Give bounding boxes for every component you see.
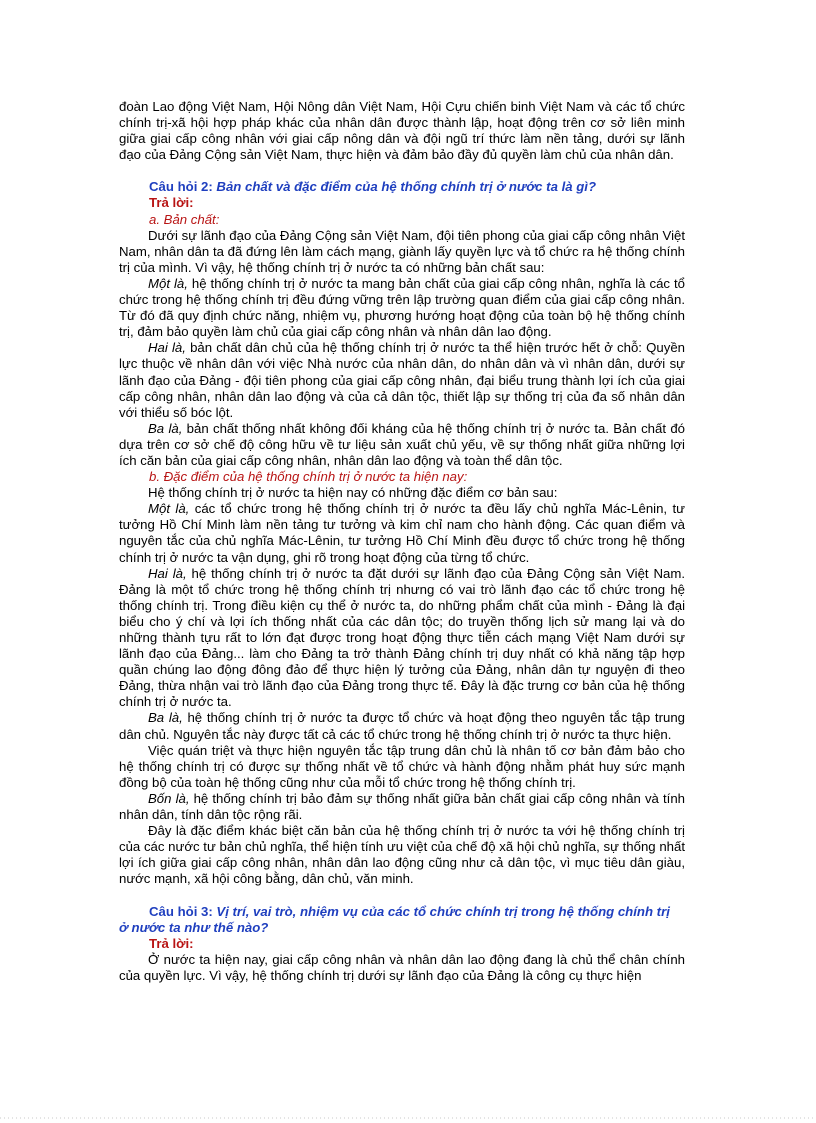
q3-paragraph-1: Ở nước ta hiện nay, giai cấp công nhân và nhân dân lao động đang là chủ thể chân chính của quyền lực. Vì vậy, hệ thống chính trị dưới sự lãnh đạo của Đảng là công cụ thực hiện xyxy=(119,951,685,983)
page-bottom-dotted-border xyxy=(0,1113,816,1123)
q2-paragraph-6: Một là, các tổ chức trong hệ thống chính trị ở nước ta đều lấy chủ nghĩa Mác-Lênin, tư tưởng Hồ Chí Minh làm nền tảng tư tưởng và kim chỉ nam cho hành động. Các quan điểm và nguyên tắc của chủ nghĩa Mác-Lênin, tư tưởng Hồ Chí Minh đều được tổ chức trong hệ thống chính trị ở nước ta vận dụng, ghi rõ trong hoạt động của từng tổ chức. xyxy=(119,501,685,565)
section-b-heading: b. Đặc điểm của hệ thống chính trị ở nước ta hiện nay: xyxy=(149,469,468,485)
section-a-heading: a. Bản chất: xyxy=(149,211,220,227)
question-3-label: Câu hỏi 3: xyxy=(149,903,213,919)
q2-paragraph-10: Bốn là, hệ thống chính trị bảo đảm sự thống nhất giữa bản chất giai cấp công nhân và tính nhân dân, tính dân tộc rộng rãi. xyxy=(119,790,685,823)
question-2-heading xyxy=(119,179,685,195)
question-2-text: Bản chất và đặc điểm của hệ thống chính trị ở nước ta là gì? xyxy=(216,179,597,195)
q2-paragraph-4: Ba là, bản chất thống nhất không đối kháng của hệ thống chính trị ở nước ta. Bản chất đó dựa trên cơ sở chế độ công hữu về tư liệu sản xuất chủ yếu, về sự thống nhất giữa những lợi ích căn bản của giai cấp công nhân, nhân dân lao động và toàn thể dân tộc. xyxy=(119,420,685,468)
intro-paragraph: đoàn Lao động Việt Nam, Hội Nông dân Việt Nam, Hội Cựu chiến binh Việt Nam và các tổ chức chính trị-xã hội hợp pháp khác của nhân dân được thành lập, hoạt động trên cơ sở liên minh giữa giai cấp công nhân với giai cấp nông dân và đội ngũ trí thức làm nền tảng, dưới sự lãnh đạo của Đảng Cộng sản Việt Nam, thực hiện và đảm bảo đầy đủ quyền làm chủ của nhân dân. xyxy=(119,99,685,163)
question-3-text-line2: ở nước ta như thế nào? xyxy=(119,919,269,935)
q2-paragraph-5: Hệ thống chính trị ở nước ta hiện nay có những đặc điểm cơ bản sau: xyxy=(148,485,558,501)
q2-paragraph-2: Một là, hệ thống chính trị ở nước ta mang bản chất của giai cấp công nhân, nghĩa là các tổ chức trong hệ thống chính trị đều đứng vững trên lập trường quan điểm của giai cấp công nhân. Từ đó đã quy định chức năng, nhiệm vụ, phương hướng hoạt động của toàn bộ hệ thống chính trị, đảm bảo quyền làm chủ của giai cấp công nhân và nhân dân lao động. xyxy=(119,275,685,340)
q2-paragraph-7: Hai là, hệ thống chính trị ở nước ta đặt dưới sự lãnh đạo của Đảng Cộng sản Việt Nam. Đảng là một tổ chức trong hệ thống chính trị nhưng có vai trò lãnh đạo các tổ chức trong hệ thống chính trị. Trong điều kiện cụ thể ở nước ta, do những phẩm chất của mình - Đảng là đại biểu cho ý chí và lợi ích thống nhất của các dân tộc; do truyền thống lịch sử mang lại và do những thành tựu rất to lớn đạt được trong hoạt động thực tiễn cách mạng Việt Nam dưới sự lãnh đạo của Đảng... làm cho Đảng ta trở thành Đảng chính trị duy nhất có khả năng tập hợp quần chúng lao động đông đảo để thực hiện lý tưởng của Đảng, nhân dân tự nguyện đi theo Đảng, thừa nhận vai trò lãnh đạo của Đảng trong thực tế. Đây là đặc trưng cơ bản của hệ thống chính trị ở nước ta. xyxy=(119,565,685,710)
answer-3-label: Trả lời: xyxy=(149,935,194,951)
q2-paragraph-1: Dưới sự lãnh đạo của Đảng Cộng sản Việt Nam, đội tiên phong của giai cấp công nhân Việt Nam, nhân dân ta đã đứng lên làm cách mạng, giành lấy quyền lực và tổ chức ra hệ thống chính trị của mình. Vì vậy, hệ thống chính trị ở nước ta có những bản chất sau: xyxy=(119,227,685,275)
question-2-label: Câu hỏi 2: xyxy=(149,179,213,195)
q2-paragraph-11: Đây là đặc điểm khác biệt căn bản của hệ thống chính trị ở nước ta với hệ thống chính trị của các nước tư bản chủ nghĩa, thể hiện tính ưu việt của chế độ xã hội chủ nghĩa, sự thống nhất lợi ích giữa giai cấp công nhân, nhân dân lao động cũng như cả dân tộc, vì mục tiêu dân giàu, nước mạnh, xã hội công bằng, dân chủ, văn minh. xyxy=(119,823,685,887)
question-3-heading xyxy=(119,904,685,920)
q2-paragraph-9: Việc quán triệt và thực hiện nguyên tắc tập trung dân chủ là nhân tố cơ bản đảm bảo cho hệ thống chính trị có được sự thống nhất về tổ chức và hành động nhằm phát huy sức mạnh đồng bộ của toàn hệ thống cũng như của mỗi tổ chức trong hệ thống chính trị. xyxy=(119,742,685,790)
q2-paragraph-3: Hai là, bản chất dân chủ của hệ thống chính trị ở nước ta thể hiện trước hết ở chỗ: Quyền lực thuộc về nhân dân với việc Nhà nước của nhân dân, do nhân dân và vì nhân dân, dưới sự lãnh đạo của Đảng - đội tiên phong của giai cấp công nhân, đại biểu trung thành lợi ích của giai cấp công nhân, nhân dân lao động và của cả dân tộc, thiết lập sự thống trị của đa số nhân dân với thiểu số bóc lột. xyxy=(119,340,685,420)
document-page xyxy=(119,99,685,984)
question-3-text-line1: Vị trí, vai trò, nhiệm vụ của các tổ chức chính trị trong hệ thống chính trị xyxy=(216,903,670,919)
q2-paragraph-8: Ba là, hệ thống chính trị ở nước ta được tổ chức và hoạt động theo nguyên tắc tập trung dân chủ. Nguyên tắc này được tất cả các tổ chức trong hệ thống chính trị ở nước ta thực hiện. xyxy=(119,710,685,742)
answer-2-label: Trả lời: xyxy=(149,195,194,211)
